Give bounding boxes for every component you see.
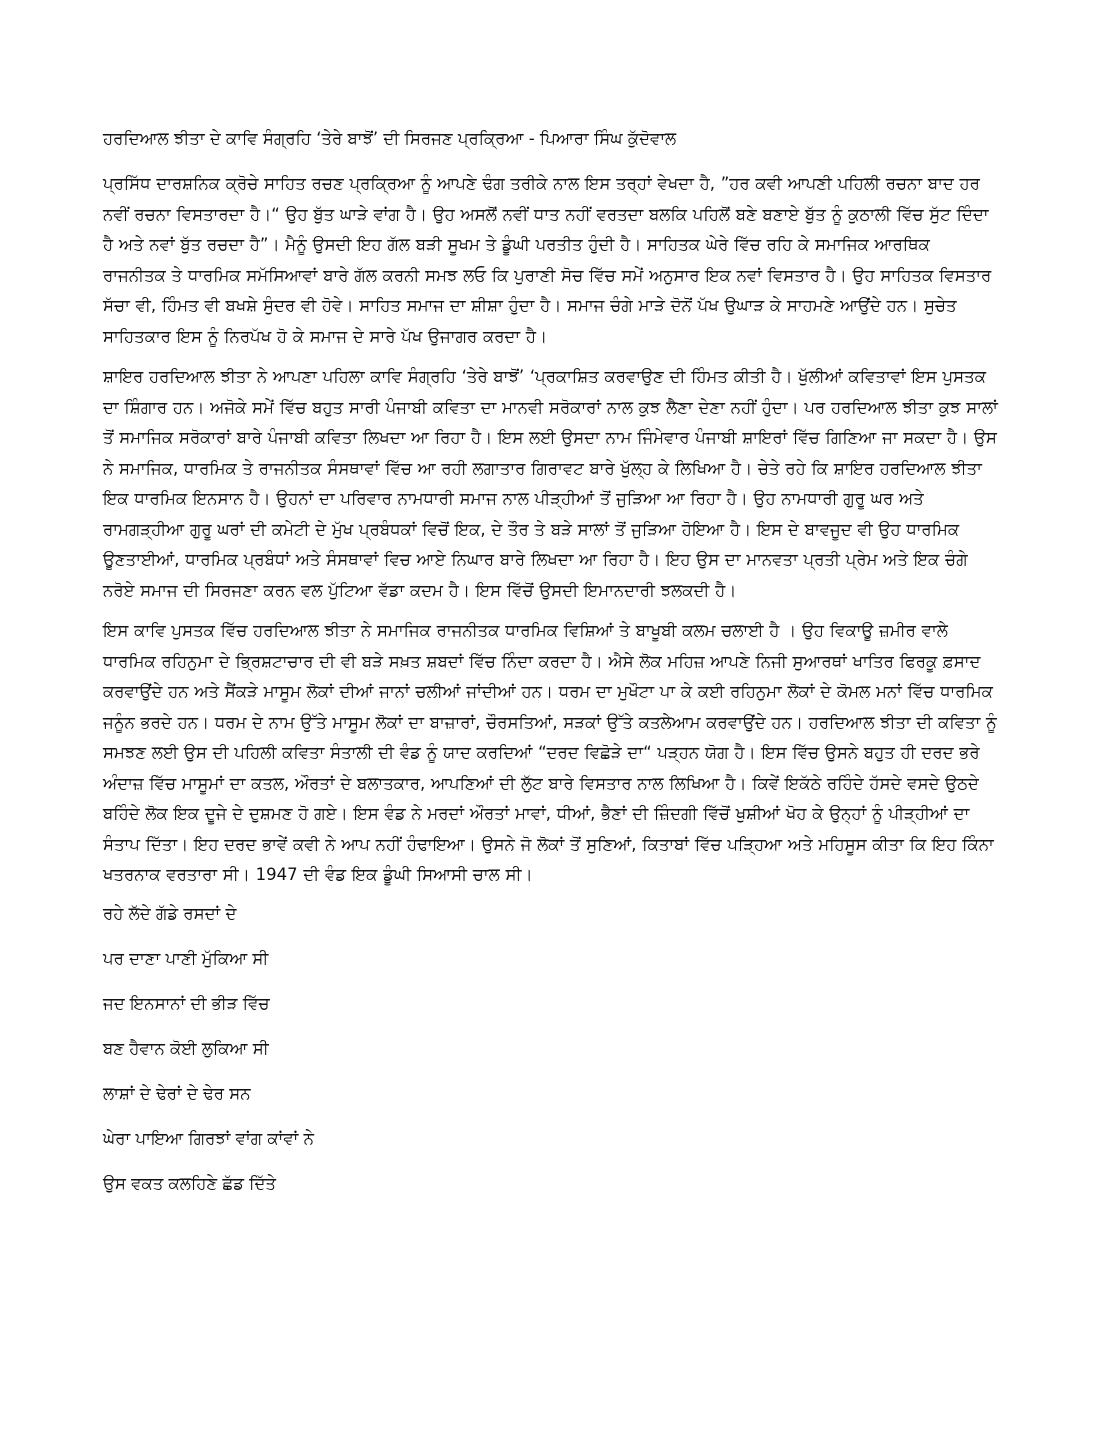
poem-line: ਉਸ ਵਕਤ ਕਲਹਿਣੇ ਛੱਡ ਦਿੱਤੇ: [103, 1173, 276, 1193]
poem-excerpt: [103, 901, 998, 1196]
poem-line: ਜਦ ਇਨਸਾਨਾਂ ਦੀ ਭੀੜ ਵਿੱਚ: [103, 993, 270, 1013]
paragraph: ਇਸ ਕਾਵਿ ਪੁਸਤਕ ਵਿੱਚ ਹਰਦਿਆਲ ਝੀਤਾ ਨੇ ਸਮਾਜਿਕ ਰਾਜਨੀਤਕ ਧਾਰਮਿਕ ਵਿਸ਼ਿਆਂ ਤੇ ਬਾਖੂਬੀ ਕਲਮ ਚਲਾਈ ਹੈ । ਉਹ ਵਿਕਾਊ ਜ਼ਮੀਰ ਵਾਲੇ ਧਾਰਮਿਕ ਰਹਿਨੁਮਾ ਦੇ ਭ੍ਰਿਸ਼ਟਾਚਾਰ ਦੀ ਵੀ ਬੜੇ ਸਖ਼ਤ ਸ਼ਬਦਾਂ ਵਿੱਚ ਨਿੰਦਾ ਕਰਦਾ ਹੈ। ਐਸੇ ਲੋਕ ਮਹਿਜ਼ ਆਪਣੇ ਨਿਜੀ ਸੁਆਰਥਾਂ ਖਾਤਿਰ ਫਿਰਕੂ ਫ਼ਸਾਦ ਕਰਵਾਉਂਦੇ ਹਨ ਅਤੇ ਸੈਂਕੜੇ ਮਾਸੂਮ ਲੋਕਾਂ ਦੀਆਂ ਜਾਨਾਂ ਚਲੀਆਂ ਜਾਂਦੀਆਂ ਹਨ। ਧਰਮ ਦਾ ਮੁਖੌਟਾ ਪਾ ਕੇ ਕਈ ਰਹਿਨੁਮਾ ਲੋਕਾਂ ਦੇ ਕੋਮਲ ਮਨਾਂ ਵਿੱਚ ਧਾਰਮਿਕ ਜਨੂੰਨ ਭਰਦੇ ਹਨ। ਧਰਮ ਦੇ ਨਾਮ ਉੱਤੇ ਮਾਸੂਮ ਲੋਕਾਂ ਦਾ ਬਾਜ਼ਾਰਾਂ, ਚੌਰਸਤਿਆਂ, ਸੜਕਾਂ ਉੱਤੇ ਕਤਲੇਆਮ ਕਰਵਾਉਂਦੇ ਹਨ। ਹਰਦਿਆਲ ਝੀਤਾ ਦੀ ਕਵਿਤਾ ਨੂੰ ਸਮਝਣ ਲਈ ਉਸ ਦੀ ਪਹਿਲੀ ਕਵਿਤਾ ਸੰਤਾਲੀ ਦੀ ਵੰਡ ਨੂੰ ਯਾਦ ਕਰਦਿਆਂ “ਦਰਦ ਵਿਛੋੜੇ ਦਾ“ ਪੜ੍ਹਨ ਯੋਗ ਹੈ। ਇਸ ਵਿੱਚ ਉਸਨੇ ਬਹੁਤ ਹੀ ਦਰਦ ਭਰੇ ਅੰਦਾਜ਼ ਵਿੱਚ ਮਾਸੂਮਾਂ ਦਾ ਕਤਲ, ਔਰਤਾਂ ਦੇ ਬਲਾਤਕਾਰ, ਆਪਣਿਆਂ ਦੀ ਲੁੱਟ ਬਾਰੇ ਵਿਸਤਾਰ ਨਾਲ ਲਿਖਿਆ ਹੈ। ਕਿਵੇਂ ਇਕੱਠੇ ਰਹਿੰਦੇ ਹੱਸਦੇ ਵਸਦੇ ਉਠਦੇ ਬਹਿੰਦੇ ਲੋਕ ਇਕ ਦੂਜੇ ਦੇ ਦੁਸ਼ਮਣ ਹੋ ਗਏ। ਇਸ ਵੰਡ ਨੇ ਮਰਦਾਂ ਔਰਤਾਂ ਮਾਵਾਂ, ਧੀਆਂ, ਭੈਣਾਂ ਦੀ ਜ਼ਿੰਦਗੀ ਵਿੱਚੋਂ ਖੁਸ਼ੀਆਂ ਖੋਹ ਕੇ ਉਨ੍ਹਾਂ ਨੂੰ ਪੀੜ੍ਹੀਆਂ ਦਾ ਸੰਤਾਪ ਦਿੱਤਾ। ਇਹ ਦਰਦ ਭਾਵੇਂ ਕਵੀ ਨੇ ਆਪ ਨਹੀਂ ਹੰਢਾਇਆ। ਉਸਨੇ ਜੋ ਲੋਕਾਂ ਤੋਂ ਸੁਣਿਆਂ, ਕਿਤਾਬਾਂ ਵਿੱਚ ਪੜ੍ਹਿਆ ਅਤੇ ਮਹਿਸੂਸ ਕੀਤਾ ਕਿ ਇਹ ਕਿੰਨਾ ਖਤਰਨਾਕ ਵਰਤਾਰਾ ਸੀ। 1947 ਦੀ ਵੰਡ ਇਕ ਡੂੰਘੀ ਸਿਆਸੀ ਚਾਲ ਸੀ।: [103, 621, 997, 884]
paragraph: ਪ੍ਰਸਿੱਧ ਦਾਰਸ਼ਨਿਕ ਕ੍ਰੋਚੇ ਸਾਹਿਤ ਰਚਣ ਪ੍ਰਕ੍ਰਿਆ ਨੂੰ ਆਪਣੇ ਢੰਗ ਤਰੀਕੇ ਨਾਲ ਇਸ ਤਰ੍ਹਾਂ ਵੇਖਦਾ ਹੈ, ”ਹਰ ਕਵੀ ਆਪਣੀ ਪਹਿਲੀ ਰਚਨਾ ਬਾਦ ਹਰ ਨਵੀਂ ਰਚਨਾ ਵਿਸਤਾਰਦਾ ਹੈ।“ ਉਹ ਬੁੱਤ ਘਾੜੇ ਵਾਂਗ ਹੈ। ਉਹ ਅਸਲੋਂ ਨਵੀਂ ਧਾਤ ਨਹੀਂ ਵਰਤਦਾ ਬਲਕਿ ਪਹਿਲੋਂ ਬਣੇ ਬਣਾਏ ਬੁੱਤ ਨੂੰ ਕੁਠਾਲੀ ਵਿੱਚ ਸੁੱਟ ਦਿੰਦਾ ਹੈ ਅਤੇ ਨਵਾਂ ਬੁੱਤ ਰਚਦਾ ਹੈ”। ਮੈਨੂੰ ਉਸਦੀ ਇਹ ਗੱਲ ਬੜੀ ਸੂਖਮ ਤੇ ਡੂੰਘੀ ਪਰਤੀਤ ਹੁੰਦੀ ਹੈ। ਸਾਹਿਤਕ ਘੇਰੇ ਵਿੱਚ ਰਹਿ ਕੇ ਸਮਾਜਿਕ ਆਰਥਿਕ ਰਾਜਨੀਤਕ ਤੇ ਧਾਰਮਿਕ ਸਮੱਸਿਆਵਾਂ ਬਾਰੇ ਗੱਲ ਕਰਨੀ ਸਮਝ ਲਓ ਕਿ ਪੁਰਾਣੀ ਸੋਚ ਵਿੱਚ ਸਮੇਂ ਅਨੁਸਾਰ ਇਕ ਨਵਾਂ ਵਿਸਤਾਰ ਹੈ। ਉਹ ਸਾਹਿਤਕ ਵਿਸਤਾਰ ਸੱਚਾ ਵੀ, ਹਿੰਮਤ ਵੀ ਬਖਸ਼ੇ ਸੁੰਦਰ ਵੀ ਹੋਵੇ। ਸਾਹਿਤ ਸਮਾਜ ਦਾ ਸ਼ੀਸ਼ਾ ਹੁੰਦਾ ਹੈ। ਸਮਾਜ ਚੰਗੇ ਮਾੜੇ ਦੋਨੋਂ ਪੱਖ ਉਘਾੜ ਕੇ ਸਾਹਮਣੇ ਆਉਂਦੇ ਹਨ। ਸੁਚੇਤ ਸਾਹਿਤਕਾਰ ਇਸ ਨੂੰ ਨਿਰਪੱਖ ਹੋ ਕੇ ਸਮਾਜ ਦੇ ਸਾਰੇ ਪੱਖ ਉਜਾਗਰ ਕਰਦਾ ਹੈ।: [103, 174, 992, 346]
article-title: ਹਰਦਿਆਲ ਝੀਤਾ ਦੇ ਕਾਵਿ ਸੰਗ੍ਰਹਿ ‘ਤੇਰੇ ਬਾਝੋਂ’ ਦੀ ਸਿਰਜਣ ਪ੍ਰਕ੍ਰਿਆ - ਪਿਆਰਾ ਸਿੰਘ ਕੁੱਦੋਵਾਲ: [103, 129, 677, 148]
poem-line: ਬਣ ਹੈਵਾਨ ਕੋਈ ਲੁਕਿਆ ਸੀ: [103, 1038, 269, 1058]
poem-line: ਪਰ ਦਾਣਾ ਪਾਣੀ ਮੁੱਕਿਆ ਸੀ: [103, 948, 269, 968]
paragraph: ਸ਼ਾਇਰ ਹਰਦਿਆਲ ਝੀਤਾ ਨੇ ਆਪਣਾ ਪਹਿਲਾ ਕਾਵਿ ਸੰਗ੍ਰਹਿ ‘ਤੇਰੇ ਬਾਝੋਂ’ ‘ਪ੍ਰਕਾਸ਼ਿਤ ਕਰਵਾਉਣ ਦੀ ਹਿੰਮਤ ਕੀਤੀ ਹੈ। ਖੁੱਲੀਆਂ ਕਵਿਤਾਵਾਂ ਇਸ ਪੁਸਤਕ ਦਾ ਸ਼ਿੰਗਾਰ ਹਨ। ਅਜੋਕੇ ਸਮੇਂ ਵਿੱਚ ਬਹੁਤ ਸਾਰੀ ਪੰਜਾਬੀ ਕਵਿਤਾ ਦਾ ਮਾਨਵੀ ਸਰੋਕਾਰਾਂ ਨਾਲ ਕੁਝ ਲੈਣਾ ਦੇਣਾ ਨਹੀਂ ਹੁੰਦਾ। ਪਰ ਹਰਦਿਆਲ ਝੀਤਾ ਕੁਝ ਸਾਲਾਂ ਤੋਂ ਸਮਾਜਿਕ ਸਰੋਕਾਰਾਂ ਬਾਰੇ ਪੰਜਾਬੀ ਕਵਿਤਾ ਲਿਖਦਾ ਆ ਰਿਹਾ ਹੈ। ਇਸ ਲਈ ਉਸਦਾ ਨਾਮ ਜਿੰਮੇਵਾਰ ਪੰਜਾਬੀ ਸ਼ਾਇਰਾਂ ਵਿੱਚ ਗਿਣਿਆ ਜਾ ਸਕਦਾ ਹੈ। ਉਸ ਨੇ ਸਮਾਜਿਕ, ਧਾਰਮਿਕ ਤੇ ਰਾਜਨੀਤਕ ਸੰਸਥਾਵਾਂ ਵਿੱਚ ਆ ਰਹੀ ਲਗਾਤਾਰ ਗਿਰਾਵਟ ਬਾਰੇ ਖੁੱਲ੍ਹ ਕੇ ਲਿਖਿਆ ਹੈ। ਚੇਤੇ ਰਹੇ ਕਿ ਸ਼ਾਇਰ ਹਰਦਿਆਲ ਝੀਤਾ ਇਕ ਧਾਰਮਿਕ ਇਨਸਾਨ ਹੈ। ਉਹਨਾਂ ਦਾ ਪਰਿਵਾਰ ਨਾਮਧਾਰੀ ਸਮਾਜ ਨਾਲ ਪੀੜ੍ਹੀਆਂ ਤੋਂ ਜੁੜਿਆ ਆ ਰਿਹਾ ਹੈ। ਉਹ ਨਾਮਧਾਰੀ ਗੁਰੂ ਘਰ ਅਤੇ ਰਾਮਗੜ੍ਹੀਆ ਗੁਰੂ ਘਰਾਂ ਦੀ ਕਮੇਟੀ ਦੇ ਮੁੱਖ ਪ੍ਰਬੰਧਕਾਂ ਵਿਚੋਂ ਇਕ, ਦੇ ਤੌਰ ਤੇ ਬੜੇ ਸਾਲਾਂ ਤੋਂ ਜੁੜਿਆ ਹੋਇਆ ਹੈ। ਇਸ ਦੇ ਬਾਵਜੂਦ ਵੀ ਉਹ ਧਾਰਮਿਕ ਊਣਤਾਈਆਂ, ਧਾਰਮਿਕ ਪ੍ਰਬੰਧਾਂ ਅਤੇ ਸੰਸਥਾਵਾਂ ਵਿਚ ਆਏ ਨਿਘਾਰ ਬਾਰੇ ਲਿਖਦਾ ਆ ਰਿਹਾ ਹੈ। ਇਹ ਉਸ ਦਾ ਮਾਨਵਤਾ ਪ੍ਰਤੀ ਪ੍ਰੇਮ ਅਤੇ ਇਕ ਚੰਗੇ ਨਰੋਏ ਸਮਾਜ ਦੀ ਸਿਰਜਣਾ ਕਰਨ ਵਲ ਪੁੱਟਿਆ ਵੱਡਾ ਕਦਮ ਹੈ। ਇਸ ਵਿੱਚੋਂ ਉਸਦੀ ਇਮਾਨਦਾਰੀ ਝਲਕਦੀ ਹੈ।: [103, 367, 998, 600]
poem-line: ਰਹੇ ਲੱਦੇ ਗੱਡੇ ਰਸਦਾਂ ਦੇ: [103, 903, 237, 923]
poem-line: ਲਾਸ਼ਾਂ ਦੇ ਢੇਰਾਂ ਦੇ ਢੇਰ ਸਨ: [103, 1083, 251, 1103]
poem-line: ਘੇਰਾ ਪਾਇਆ ਗਿਰਝਾਂ ਵਾਂਗ ਕਾਂਵਾਂ ਨੇ: [103, 1128, 314, 1148]
document-body: [103, 127, 998, 1216]
